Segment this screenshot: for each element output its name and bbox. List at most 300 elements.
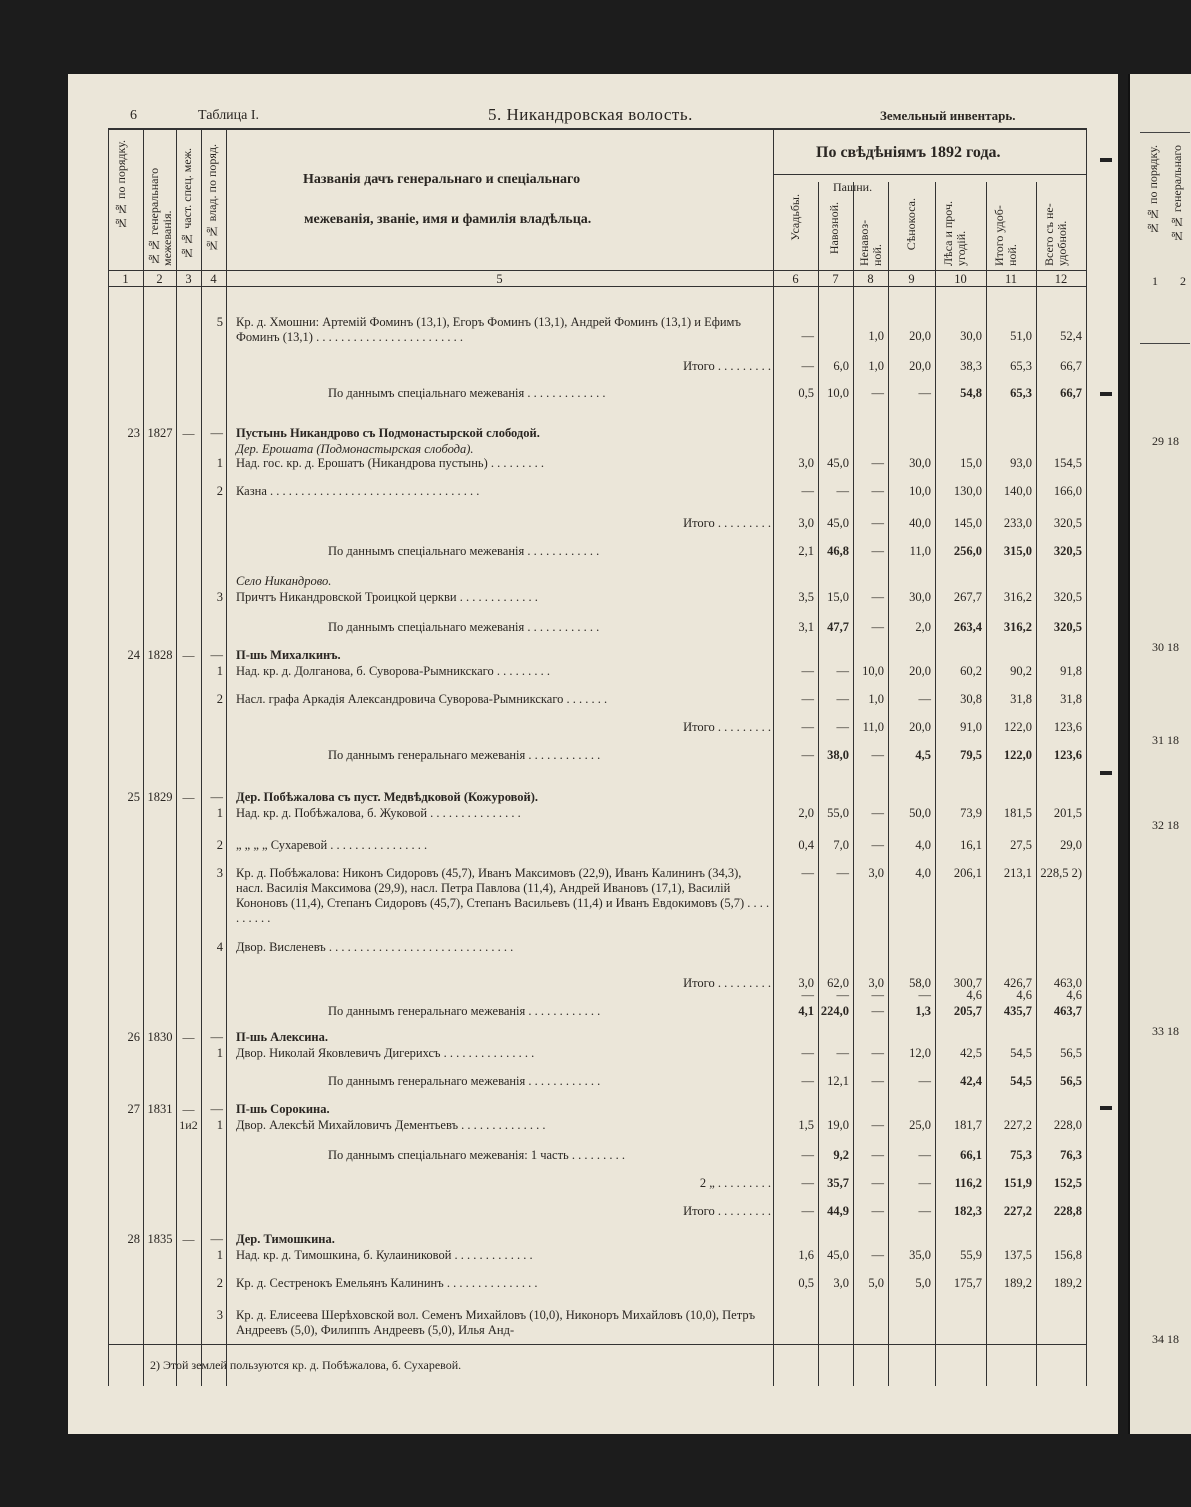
value-cell: 263,4 xyxy=(953,620,982,634)
owner-number: 2 xyxy=(216,838,223,852)
next-page-row-number: 34 18 xyxy=(1152,1332,1179,1346)
value-cell: — xyxy=(871,1176,884,1190)
value-cell: 137,5 xyxy=(1003,1248,1032,1262)
value-cell: 4,0 xyxy=(915,838,931,852)
row-description: Дер. Ерошата (Подмонастырская слобода). xyxy=(236,442,474,456)
value-cell: — xyxy=(871,590,884,604)
value-cell: 12,0 xyxy=(909,1046,931,1060)
value-cell: 52,4 xyxy=(1060,329,1082,343)
owner-number: — xyxy=(210,1232,223,1246)
table-bottom-rule xyxy=(108,1344,1086,1345)
value-cell: 224,0 xyxy=(820,1004,849,1018)
value-cell: 38,3 xyxy=(960,359,982,373)
owner-number: 1 xyxy=(216,456,223,470)
value-cell: 38,0 xyxy=(827,748,849,762)
value-cell: 65,3 xyxy=(1010,386,1032,400)
value-cell: 11,0 xyxy=(909,544,931,558)
value-cell: 426,7 xyxy=(1003,976,1032,990)
general-survey-number: 1829 xyxy=(147,790,173,804)
value-cell: 228,0 xyxy=(1053,1118,1082,1132)
value-cell: — xyxy=(871,1204,884,1218)
value-cell: 15,0 xyxy=(827,590,849,604)
next-page-row-number: 31 18 xyxy=(1152,733,1179,747)
value-cell: 123,6 xyxy=(1053,748,1082,762)
row-description: По даннымъ спеціальнаго межеванія . . . . . . . . . . . . . xyxy=(328,386,606,400)
next-page-col-2: №№ генеральнаго xyxy=(1170,145,1184,244)
value-cell: 66,1 xyxy=(960,1148,982,1162)
value-cell: 4,6 xyxy=(1066,988,1082,1002)
value-cell: — xyxy=(801,692,814,706)
value-cell: 116,2 xyxy=(954,1176,982,1190)
owner-number: — xyxy=(210,790,223,804)
value-cell: 2,0 xyxy=(798,806,814,820)
value-cell: 182,3 xyxy=(953,1204,982,1218)
row-description: Итого . . . . . . . . . xyxy=(683,516,771,530)
next-page-row-number: 33 18 xyxy=(1152,1024,1179,1038)
value-cell: 320,5 xyxy=(1053,544,1082,558)
value-cell: 90,2 xyxy=(1010,664,1032,678)
value-cell: 31,8 xyxy=(1010,692,1032,706)
row-description: Двор. Алексѣй Михайловичъ Дементьевъ . . . . . . . . . . . . . . xyxy=(236,1118,546,1132)
colnum-10: 10 xyxy=(954,272,967,286)
next-page-colnum-2: 2 xyxy=(1180,274,1186,288)
header-pashni: Пашни. xyxy=(833,180,873,194)
value-cell: 228,5 2) xyxy=(1040,866,1082,880)
value-cell: 1,0 xyxy=(868,329,884,343)
value-cell: 20,0 xyxy=(909,329,931,343)
value-cell: — xyxy=(871,1074,884,1088)
value-cell: 1,5 xyxy=(798,1118,814,1132)
value-cell: 213,1 xyxy=(1003,866,1032,880)
value-cell: 3,5 xyxy=(798,590,814,604)
value-cell: 76,3 xyxy=(1060,1148,1082,1162)
value-cell: — xyxy=(801,1148,814,1162)
value-cell: 154,5 xyxy=(1053,456,1082,470)
value-cell: — xyxy=(836,1046,849,1060)
value-cell: — xyxy=(871,386,884,400)
row-description: Кр. д. Елисеева Шерѣховской вол. Семенъ Михайловъ (10,0), Никоноръ Михайловъ (10,0), Петръ Андреевъ (5,0), Филиппъ Андреевъ (5,0), Илья Анд- xyxy=(236,1308,756,1337)
value-cell: 9,2 xyxy=(833,1148,849,1162)
owner-number: 2 xyxy=(216,1276,223,1290)
value-cell: — xyxy=(836,988,849,1002)
page-title: 5. Никандровская волость. xyxy=(488,105,693,124)
colnum-9: 9 xyxy=(908,272,915,286)
binding-mark xyxy=(1100,158,1112,162)
row-description: По даннымъ генеральнаго межеванія . . . . . . . . . . . . xyxy=(328,1074,601,1088)
col-line xyxy=(226,128,227,1386)
value-cell: 19,0 xyxy=(827,1118,849,1132)
value-cell: 25,0 xyxy=(909,1118,931,1132)
value-cell: — xyxy=(836,664,849,678)
col-line xyxy=(176,128,177,1386)
value-cell: 320,5 xyxy=(1053,620,1082,634)
header-vsego: Всего съ не-удобной. xyxy=(1042,203,1069,266)
row-description: Итого . . . . . . . . . xyxy=(683,976,771,990)
header-navoznoy: Навозной. xyxy=(827,202,841,255)
row-number: 26 xyxy=(127,1030,140,1044)
value-cell: 189,2 xyxy=(1003,1276,1032,1290)
value-cell: 3,0 xyxy=(868,976,884,990)
row-description: Итого . . . . . . . . . xyxy=(683,1204,771,1218)
owner-number: 3 xyxy=(216,590,223,604)
value-cell: — xyxy=(801,1074,814,1088)
value-cell: 51,0 xyxy=(1010,329,1032,343)
value-cell: 315,0 xyxy=(1003,544,1032,558)
value-cell: — xyxy=(871,1046,884,1060)
owner-number: — xyxy=(210,426,223,440)
row-description: Дер. Побѣжалова съ пуст. Медвѣдковой (Кожуровой). xyxy=(236,790,539,804)
value-cell: 3,0 xyxy=(798,976,814,990)
row-description: Над. кр. д. Долганова, б. Суворова-Рымникскаго . . . . . . . . . xyxy=(236,664,550,678)
row-description: Двор. Висленевъ . . . . . . . . . . . . . . . . . . . . . . . . . . . . . . xyxy=(236,940,514,954)
row-description: Кр. д. Сестренокъ Емельянъ Калининъ . . . . . . . . . . . . . . . xyxy=(236,1276,538,1290)
document-page xyxy=(68,74,1118,1434)
value-cell: 316,2 xyxy=(1003,620,1032,634)
row-description: Над. гос. кр. д. Ерошатъ (Никандрова пустынь) . . . . . . . . . xyxy=(236,456,545,470)
value-cell: 44,9 xyxy=(827,1204,849,1218)
row-description: Кр. д. Побѣжалова: Никонъ Сидоровъ (45,7), Иванъ Максимовъ (22,9), Иванъ Калининъ (34,3), насл. Василія Максимова (29,9), насл. Петра Павлова (11,4), Андрей Ивановъ (17,1), Василій Кононовъ (11,4), Степанъ Сидоровъ (45,7), Степанъ Васильевъ (11,4) и Иванъ Евдокимовъ (5,7) . . . . . . . . . . xyxy=(236,866,770,925)
special-part-number: — xyxy=(182,1030,195,1044)
owner-number: 5 xyxy=(216,315,223,329)
value-cell: — xyxy=(836,692,849,706)
value-cell: 35,7 xyxy=(827,1176,849,1190)
value-cell: — xyxy=(871,544,884,558)
value-cell: — xyxy=(871,748,884,762)
value-cell: 4,6 xyxy=(1016,988,1032,1002)
owner-number: 3 xyxy=(216,866,223,880)
value-cell: 10,0 xyxy=(827,386,849,400)
value-cell: 56,5 xyxy=(1060,1074,1082,1088)
special-part-number: — xyxy=(182,648,195,662)
colnum-rule-top xyxy=(108,270,1086,271)
owner-number: — xyxy=(210,1102,223,1116)
row-description: Итого . . . . . . . . . xyxy=(683,359,771,373)
value-cell: — xyxy=(871,988,884,1002)
value-cell: 463,0 xyxy=(1053,976,1082,990)
owner-number: 1 xyxy=(216,1046,223,1060)
general-survey-number: 1828 xyxy=(147,648,173,662)
value-cell: 66,7 xyxy=(1060,359,1082,373)
value-cell: — xyxy=(918,692,931,706)
value-cell: — xyxy=(871,806,884,820)
special-part-number: — xyxy=(182,790,195,804)
value-cell: 130,0 xyxy=(953,484,982,498)
value-cell: 58,0 xyxy=(909,976,931,990)
value-cell: 27,5 xyxy=(1010,838,1032,852)
next-page-row-number: 29 18 xyxy=(1152,434,1179,448)
row-description: 2 „ . . . . . . . . . xyxy=(699,1176,771,1190)
value-cell: 55,0 xyxy=(827,806,849,820)
value-cell: — xyxy=(801,988,814,1002)
value-cell: — xyxy=(871,516,884,530)
value-cell: — xyxy=(801,484,814,498)
value-cell: 463,7 xyxy=(1053,1004,1082,1018)
row-description: По даннымъ генеральнаго межеванія . . . . . . . . . . . . xyxy=(328,748,601,762)
row-description: Двор. Николай Яковлевичъ Дигерихсъ . . . . . . . . . . . . . . . xyxy=(236,1046,535,1060)
value-cell: 5,0 xyxy=(915,1276,931,1290)
year-rule xyxy=(773,174,1086,175)
header-col-4: №№ влад. по поряд. xyxy=(205,144,219,253)
binding-mark xyxy=(1100,1106,1112,1110)
value-cell: 1,3 xyxy=(915,1004,931,1018)
value-cell: 30,0 xyxy=(909,456,931,470)
value-cell: — xyxy=(801,748,814,762)
value-cell: 29,0 xyxy=(1060,838,1082,852)
value-cell: 267,7 xyxy=(953,590,982,604)
value-cell: 122,0 xyxy=(1003,748,1032,762)
value-cell: 166,0 xyxy=(1053,484,1082,498)
value-cell: 60,2 xyxy=(960,664,982,678)
value-cell: 30,8 xyxy=(960,692,982,706)
value-cell: 54,5 xyxy=(1010,1074,1032,1088)
value-cell: 0,4 xyxy=(798,838,814,852)
value-cell: 56,5 xyxy=(1060,1046,1082,1060)
value-cell: 181,7 xyxy=(953,1118,982,1132)
value-cell: 35,0 xyxy=(909,1248,931,1262)
value-cell: 3,0 xyxy=(798,456,814,470)
value-cell: 320,5 xyxy=(1053,516,1082,530)
value-cell: 55,9 xyxy=(960,1248,982,1262)
value-cell: 256,0 xyxy=(953,544,982,558)
owner-number: 1 xyxy=(216,1248,223,1262)
value-cell: 20,0 xyxy=(909,664,931,678)
next-page-row-number: 30 18 xyxy=(1152,640,1179,654)
row-description: Казна . . . . . . . . . . . . . . . . . . . . . . . . . . . . . . . . . . xyxy=(236,484,480,498)
value-cell: 4,0 xyxy=(915,866,931,880)
next-page-colnum-1: 1 xyxy=(1152,274,1158,288)
value-cell: — xyxy=(836,720,849,734)
name-header-line-2: межеванія, званіе, имя и фамилія владѣльца. xyxy=(304,212,592,227)
next-page-header xyxy=(1140,132,1190,344)
value-cell: 45,0 xyxy=(827,1248,849,1262)
value-cell: — xyxy=(801,664,814,678)
value-cell: 15,0 xyxy=(960,456,982,470)
value-cell: 0,5 xyxy=(798,386,814,400)
colnum-8: 8 xyxy=(867,272,874,286)
value-cell: 40,0 xyxy=(909,516,931,530)
running-head: Земельный инвентарь. xyxy=(880,108,1016,123)
value-cell: 151,9 xyxy=(1003,1176,1032,1190)
header-senokosa: Сѣнокоса. xyxy=(904,198,918,251)
row-description: П-шь Михалкинъ. xyxy=(236,648,341,662)
owner-number: — xyxy=(210,1030,223,1044)
col-line xyxy=(1086,128,1087,1386)
table-label: Таблица I. xyxy=(198,108,260,123)
colnum-5: 5 xyxy=(496,272,503,286)
value-cell: 227,2 xyxy=(1003,1118,1032,1132)
value-cell: — xyxy=(871,1248,884,1262)
value-cell: 300,7 xyxy=(953,976,982,990)
col-line xyxy=(108,128,109,1386)
value-cell: 181,5 xyxy=(1003,806,1032,820)
value-cell: 3,0 xyxy=(833,1276,849,1290)
value-cell: — xyxy=(871,456,884,470)
row-description: Село Никандрово. xyxy=(236,574,332,588)
value-cell: — xyxy=(918,1204,931,1218)
value-cell: 435,7 xyxy=(1003,1004,1032,1018)
value-cell: — xyxy=(836,866,849,880)
value-cell: 20,0 xyxy=(909,359,931,373)
value-cell: 42,4 xyxy=(960,1074,982,1088)
row-description: „ „ „ „ Сухаревой . . . . . . . . . . . . . . . . xyxy=(236,838,428,852)
value-cell: 5,0 xyxy=(868,1276,884,1290)
binding-mark xyxy=(1100,392,1112,396)
row-description: Кр. д. Хмошни: Артемій Фоминъ (13,1), Егоръ Фоминъ (13,1), Андрей Фоминъ (13,1) и Ефимъ Фоминъ (13,1) . . . . . . . . . . . . . . . . . . . . . . . . xyxy=(236,315,741,344)
colnum-2: 2 xyxy=(156,272,163,286)
value-cell: — xyxy=(801,1176,814,1190)
owner-number: 2 xyxy=(216,484,223,498)
owner-number: 1 xyxy=(216,1118,223,1132)
value-cell: 91,0 xyxy=(960,720,982,734)
special-part-number: 1и2 xyxy=(179,1118,198,1132)
header-rule xyxy=(108,128,1086,130)
value-cell: — xyxy=(918,988,931,1002)
value-cell: — xyxy=(801,1204,814,1218)
value-cell: 1,0 xyxy=(868,692,884,706)
row-description: Насл. графа Аркадія Александровича Суворова-Рымникскаго . . . . . . . xyxy=(236,692,608,706)
value-cell: 4,5 xyxy=(915,748,931,762)
header-col-2: №№ генеральнаго межеванія. xyxy=(147,167,174,266)
value-cell: — xyxy=(836,484,849,498)
name-header-line-1: Названія дачъ генеральнаго и спеціальнаго xyxy=(303,172,581,187)
colnum-12: 12 xyxy=(1054,272,1068,286)
special-part-number: — xyxy=(182,426,195,440)
year-header: По свѣдѣніямъ 1892 года. xyxy=(816,144,1001,161)
value-cell: 79,5 xyxy=(960,748,982,762)
footnote: 2) Этой землей пользуются кр. д. Побѣжалова, б. Сухаревой. xyxy=(150,1358,462,1372)
value-cell: — xyxy=(801,359,814,373)
owner-number: 1 xyxy=(216,806,223,820)
value-cell: 3,0 xyxy=(798,516,814,530)
value-cell: — xyxy=(871,1004,884,1018)
value-cell: 2,0 xyxy=(915,620,931,634)
value-cell: 201,5 xyxy=(1053,806,1082,820)
value-cell: 122,0 xyxy=(1003,720,1032,734)
value-cell: 10,0 xyxy=(862,664,884,678)
value-cell: 316,2 xyxy=(1003,590,1032,604)
header-nenavoz: Ненавоз-ной. xyxy=(857,219,884,266)
value-cell: 12,1 xyxy=(827,1074,849,1088)
row-number: 28 xyxy=(127,1232,140,1246)
binding-mark xyxy=(1100,771,1112,775)
row-description: Причтъ Никандровской Троицкой церкви . . . . . . . . . . . . . xyxy=(236,590,538,604)
value-cell: 93,0 xyxy=(1010,456,1032,470)
value-cell: — xyxy=(871,838,884,852)
col-line xyxy=(143,128,144,1386)
header-col-3: №№ част. спец. меж. xyxy=(180,148,194,260)
page-number: 6 xyxy=(130,108,137,123)
header-usadby: Усадьбы. xyxy=(788,194,802,241)
header-lesa: Лѣса и проч. угодій. xyxy=(941,200,968,266)
general-survey-number: 1835 xyxy=(147,1232,173,1246)
value-cell: 123,6 xyxy=(1053,720,1082,734)
colnum-4: 4 xyxy=(210,272,217,286)
value-cell: 10,0 xyxy=(909,484,931,498)
value-cell: — xyxy=(871,1118,884,1132)
row-description: Пустынь Никандрово съ Подмонастырской слободой. xyxy=(236,426,540,440)
value-cell: 3,1 xyxy=(798,620,814,634)
value-cell: — xyxy=(801,866,814,880)
value-cell: 140,0 xyxy=(1003,484,1032,498)
value-cell: 233,0 xyxy=(1003,516,1032,530)
value-cell: — xyxy=(801,329,814,343)
value-cell: 73,9 xyxy=(960,806,982,820)
row-description: Итого . . . . . . . . . xyxy=(683,720,771,734)
general-survey-number: 1830 xyxy=(147,1030,173,1044)
row-description: Над. кр. д. Тимошкина, б. Кулаиниковой . . . . . . . . . . . . . xyxy=(236,1248,533,1262)
colnum-1: 1 xyxy=(122,272,129,286)
value-cell: 152,5 xyxy=(1053,1176,1082,1190)
value-cell: 6,0 xyxy=(833,359,849,373)
value-cell: 189,2 xyxy=(1053,1276,1082,1290)
owner-number: 3 xyxy=(216,1308,223,1322)
value-cell: 54,8 xyxy=(960,386,982,400)
value-cell: 1,6 xyxy=(798,1248,814,1262)
value-cell: 62,0 xyxy=(827,976,849,990)
value-cell: 54,5 xyxy=(1010,1046,1032,1060)
value-cell: 0,5 xyxy=(798,1276,814,1290)
value-cell: — xyxy=(871,620,884,634)
row-number: 25 xyxy=(127,790,140,804)
row-description: П-шь Сорокина. xyxy=(236,1102,330,1116)
row-description: По даннымъ спеціальнаго межеванія: 1 часть . . . . . . . . . xyxy=(328,1148,626,1162)
next-page-edge xyxy=(1128,74,1191,1434)
value-cell: — xyxy=(918,386,931,400)
value-cell: 16,1 xyxy=(960,838,982,852)
value-cell: 30,0 xyxy=(960,329,982,343)
header-itogo-udob: Итого удоб-ной. xyxy=(992,205,1019,266)
value-cell: 45,0 xyxy=(827,456,849,470)
row-description: Дер. Тимошкина. xyxy=(236,1232,335,1246)
value-cell: 75,3 xyxy=(1010,1148,1032,1162)
header-col-1: №№ по порядку. xyxy=(114,140,128,230)
next-page-col-1: №№ по порядку. xyxy=(1146,145,1160,235)
owner-number: — xyxy=(210,648,223,662)
value-cell: — xyxy=(801,720,814,734)
value-cell: 227,2 xyxy=(1003,1204,1032,1218)
value-cell: 206,1 xyxy=(953,866,982,880)
value-cell: — xyxy=(918,1148,931,1162)
value-cell: — xyxy=(918,1176,931,1190)
value-cell: — xyxy=(918,1074,931,1088)
special-part-number: — xyxy=(182,1232,195,1246)
value-cell: — xyxy=(871,1148,884,1162)
value-cell: 2,1 xyxy=(798,544,814,558)
owner-number: 1 xyxy=(216,664,223,678)
value-cell: 4,6 xyxy=(966,988,982,1002)
owner-number: 4 xyxy=(216,940,223,954)
row-description: По даннымъ спеціальнаго межеванія . . . . . . . . . . . . xyxy=(328,620,600,634)
row-description: Над. кр. д. Побѣжалова, б. Жуковой . . . . . . . . . . . . . . . xyxy=(236,806,521,820)
row-number: 24 xyxy=(127,648,140,662)
value-cell: — xyxy=(871,484,884,498)
value-cell: 20,0 xyxy=(909,720,931,734)
colnum-11: 11 xyxy=(1004,272,1018,286)
value-cell: 175,7 xyxy=(953,1276,982,1290)
value-cell: 156,8 xyxy=(1053,1248,1082,1262)
next-page-row-number: 32 18 xyxy=(1152,818,1179,832)
value-cell: 228,8 xyxy=(1053,1204,1082,1218)
value-cell: 320,5 xyxy=(1053,590,1082,604)
row-number: 23 xyxy=(127,426,140,440)
row-description: П-шь Алексина. xyxy=(236,1030,328,1044)
general-survey-number: 1831 xyxy=(147,1102,173,1116)
value-cell: 46,8 xyxy=(827,544,849,558)
value-cell: 1,0 xyxy=(868,359,884,373)
value-cell: 30,0 xyxy=(909,590,931,604)
general-survey-number: 1827 xyxy=(147,426,173,440)
special-part-number: — xyxy=(182,1102,195,1116)
